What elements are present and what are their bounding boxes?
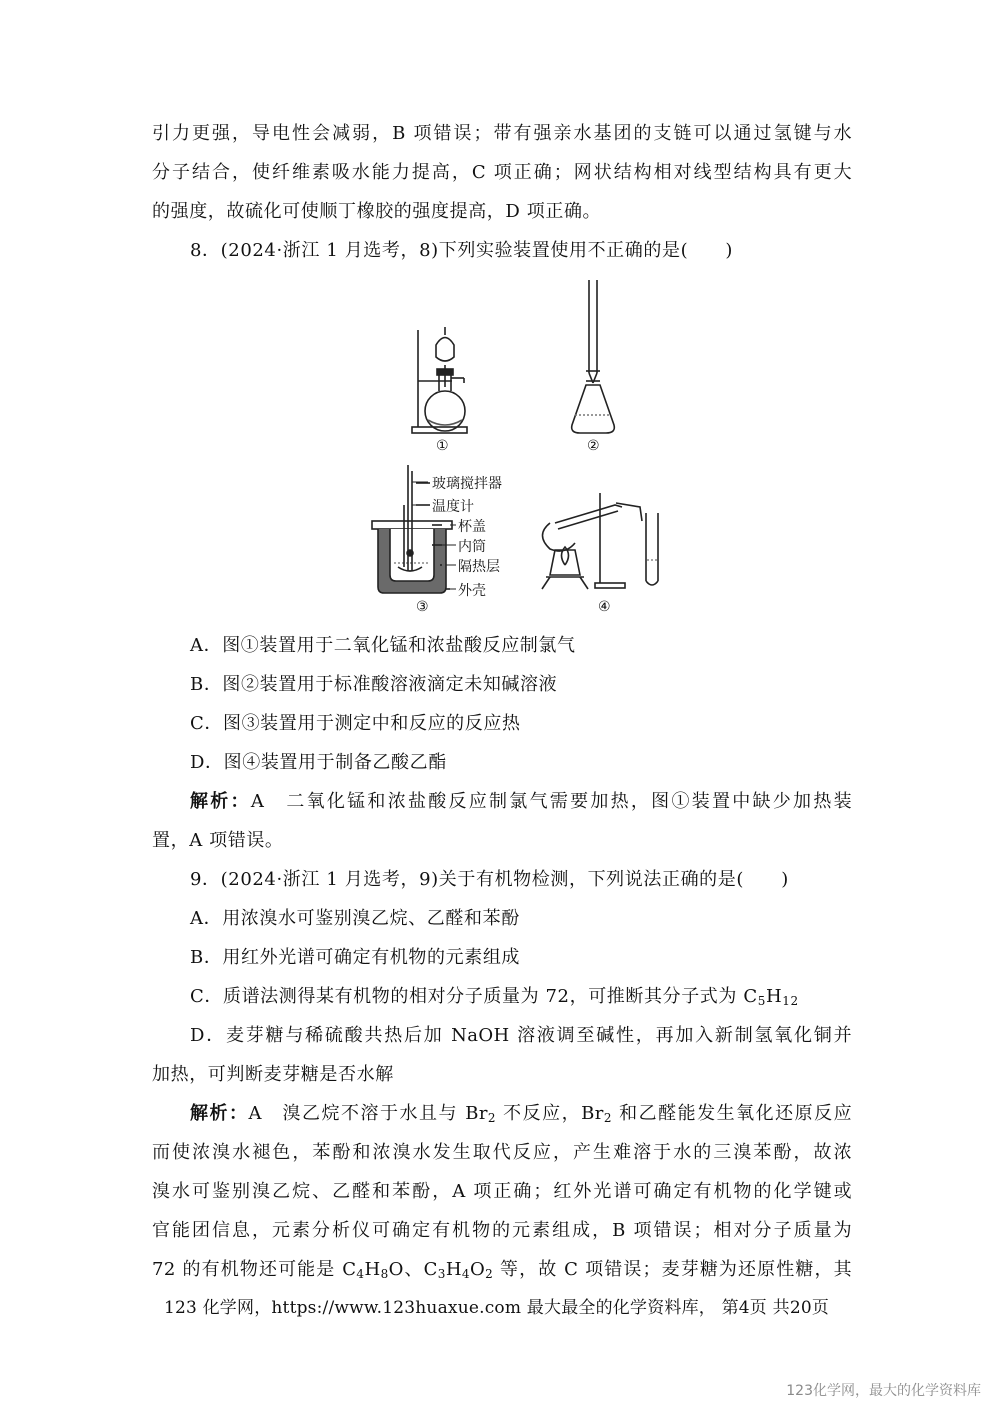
callout-inner-cylinder: 内筒 xyxy=(458,539,486,555)
q9-analysis-1c: 和乙醛能发生氧化还原反应 xyxy=(611,1103,853,1124)
q9-analysis-5-s2: 8 xyxy=(380,1267,389,1281)
q9-option-c-sub-2: 12 xyxy=(782,994,799,1008)
question-8-stem: 8．(2024·浙江 1 月选考，8)下列实验装置使用不正确的是( ) xyxy=(190,240,734,261)
q9-option-b: B．用红外光谱可确定有机物的元素组成 xyxy=(190,947,521,968)
apparatus-figure xyxy=(360,275,660,620)
q9-analysis-5-s4: 4 xyxy=(461,1267,470,1281)
q9-analysis-1a: A 溴乙烷不溶于水且与 Br xyxy=(248,1103,488,1124)
q9-analysis-5-s1: 4 xyxy=(356,1267,365,1281)
q8-option-d: D．图④装置用于制备乙酸乙酯 xyxy=(190,752,447,773)
apparatus-4-ester xyxy=(542,493,658,589)
q9-analysis-5d: H xyxy=(445,1259,462,1280)
q9-option-d-line-1: D．麦芽糖与稀硫酸共热后加 NaOH 溶液调至碱性，再加入新制氢氧化铜并 xyxy=(190,1025,852,1046)
q9-analysis-5-s5: 2 xyxy=(485,1267,494,1281)
q9-analysis-5-s3: 3 xyxy=(437,1267,446,1281)
watermark-text: 123化学网，最大的化学资料库 xyxy=(786,1383,981,1399)
q9-analysis-line-3: 溴水可鉴别溴乙烷、乙醛和苯酚，A 项正确；红外光谱可确定有机物的化学键或 xyxy=(152,1181,852,1202)
q9-option-c-h: H xyxy=(765,986,783,1007)
figure-label-2: ② xyxy=(587,438,600,454)
prev-analysis-line-3: 的强度，故硫化可使顺丁橡胶的强度提高，D 项正确。 xyxy=(152,201,602,222)
q9-analysis-5c: O、C xyxy=(388,1259,438,1280)
q9-analysis-line-4: 官能团信息，元素分析仪可确定有机物的元素组成，B 项错误；相对分子质量为 xyxy=(152,1220,852,1241)
figure-label-4: ④ xyxy=(598,599,611,615)
question-9-stem: 9．(2024·浙江 1 月选考，9)关于有机物检测，下列说法正确的是( ) xyxy=(190,869,789,890)
callout-insulation-layer: 隔热层 xyxy=(458,559,500,575)
q8-analysis-label: 解析： xyxy=(190,791,251,812)
prev-analysis-line-1: 引力更强，导电性会减弱，B 项错误；带有强亲水基团的支链可以通过氢键与水 xyxy=(152,123,852,144)
q9-analysis-1-sub2: 2 xyxy=(603,1111,612,1125)
q8-option-a: A．图①装置用于二氧化锰和浓盐酸反应制氯气 xyxy=(190,635,576,656)
q9-option-c-sub-1: 5 xyxy=(757,994,766,1008)
q8-option-b: B．图②装置用于标准酸溶液滴定未知碱溶液 xyxy=(190,674,558,695)
callout-lid: 杯盖 xyxy=(458,519,486,535)
q8-analysis-line-1 xyxy=(190,782,852,821)
callout-thermometer: 温度计 xyxy=(432,499,474,515)
q9-option-c xyxy=(190,977,852,1016)
apparatus-1-flask xyxy=(412,327,467,433)
callout-glass-stirrer: 玻璃搅拌器 xyxy=(432,476,502,492)
apparatus-2-titration xyxy=(572,280,615,433)
q9-option-c-text: C．质谱法测得某有机物的相对分子质量为 72，可推断其分子式为 C xyxy=(190,986,758,1007)
q8-analysis-line-2: 置，A 项错误。 xyxy=(152,830,284,851)
figure-label-3: ③ xyxy=(416,599,429,615)
page-footer: 123 化学网，https://www.123huaxue.com 最大最全的化学资料库， 第4页 共20页 xyxy=(163,1298,830,1318)
q9-analysis-5a: 72 的有机物还可能是 C xyxy=(152,1259,357,1280)
q9-analysis-5e: O xyxy=(469,1259,486,1280)
q8-option-c: C．图③装置用于测定中和反应的反应热 xyxy=(190,713,521,734)
figure-label-1: ① xyxy=(436,438,449,454)
q9-analysis-line-5 xyxy=(152,1250,852,1289)
q9-option-a: A．用浓溴水可鉴别溴乙烷、乙醛和苯酚 xyxy=(190,908,520,929)
q9-analysis-line-1 xyxy=(190,1094,852,1133)
q9-analysis-5f: 等，故 C 项错误；麦芽糖为还原性糖，其 xyxy=(493,1259,852,1280)
q9-analysis-label: 解析： xyxy=(190,1103,249,1124)
q9-analysis-line-2: 而使浓溴水褪色，苯酚和浓溴水发生取代反应，产生难溶于水的三溴苯酚，故浓 xyxy=(152,1142,852,1163)
q9-analysis-1-sub1: 2 xyxy=(487,1111,496,1125)
prev-analysis-line-2: 分子结合，使纤维素吸水能力提高，C 项正确；网状结构相对线型结构具有更大 xyxy=(152,162,852,183)
apparatus-drawings xyxy=(360,275,660,620)
q9-analysis-1b: 不反应，Br xyxy=(495,1103,604,1124)
q8-analysis-text: A 二氧化锰和浓盐酸反应制氯气需要加热，图①装置中缺少加热装 xyxy=(250,791,852,812)
q9-option-d-line-2: 加热，可判断麦芽糖是否水解 xyxy=(152,1064,394,1085)
q9-analysis-5b: H xyxy=(364,1259,381,1280)
callout-outer-shell: 外壳 xyxy=(458,583,486,599)
